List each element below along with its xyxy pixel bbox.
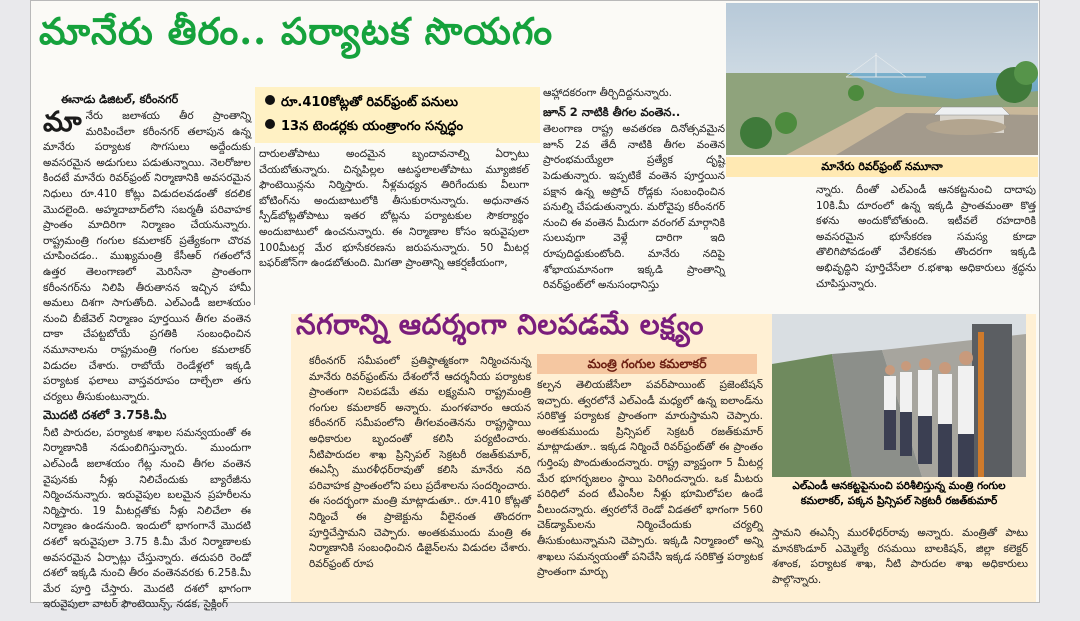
article-column-1 [43,105,251,611]
column-3-paragraph: తెలంగాణ రాష్ట్ర అవతరణ దినోత్సవమైన జూన్ 2వ తేదీ నాటికి తీగల వంతెన ప్రారంభమయ్యేలా ప్రత్యేక దృష్టి పెడుతున్నారు. ఇప్పటికే వంతెన పూర్తయిన పక్షాన ఉన్న అప్రోచ్ రోడ్లకు సంబంధించిన పనుల్ని చేపడుతున్నారు. మరోవైపు కరీంనగర్ నుంచి ఈ వంతెన మీదుగా వరంగల్ మార్గానికి సులువుగా వెళ్లే దారిగా ఇది రూపుదిద్దుకుంటోంది. మానేరు నదిపై శోభాయమానంగా ఇక్కడి ప్రాంతాన్ని రివర్‌ఫ్రంట్‌లో అనుసంధానిస్తు [543,123,725,292]
column-1-paragraph-1: నేరు జలాశయ తీర ప్రాంతాన్ని మరిపించేలా కరీంనగర్ తలాపున ఉన్న మానేరు పర్యాటక సొగసులు అద్దేందుకు అవసరమైన అడుగులు పడుతున్నాయి. నెలరోజుల కిందటే మానేరు రివర్‌ఫ్రంట్ నిర్మాణానికి అవసరమైన నిధులు రూ.410 కోట్లు విడుదలవడంతో కదలిక మొదలైంది. అహ్మదాబాద్‌లోని సబర్మతీ పరివాహక ప్రాంతం మాదిరిగా నిర్మాణం చేయనున్నారు. రాష్ట్రమంత్రి గంగుల కమలాకర్ ప్రత్యేకంగా చొరవ చూపించడం.. ముఖ్యమంత్రి కేసీఆర్ గతంలోనే ఉత్తర తెలంగాణలో మెరిసేనా ప్రాంతంగా కరీంనగర్‌ను నిలిపి తీరుతానన ఇచ్చిన హామీ అమలు దిశగా సాగుతోంది. ఎల్ఎండీ జలాశయం నుంచి బీజేవెల్ నిర్మాణం పూర్తయిన తీగల వంతెన దాకా చేపట్టబోయే ప్రగతికి సంబంధించిన నమూనాలను రాష్ట్రమంత్రి గంగుల కమలాకర్ విడుదల చేశారు. రాబోయే రెండేళ్లలో ఇక్కడి పర్యాటక ఫలాలు వాస్తవరూపం దాల్చేలా తగు చర్యలు తీసుకుంటున్నారు. [43,110,251,403]
sidebar-paragraph-1: కరీంనగర్ సమీపంలో ప్రతిష్ఠాత్మకంగా నిర్మించనున్న మానేరు రివర్‌ఫ్రంట్‌ను దేశంలోనే ఆదర్శనీయ పర్యాటక ప్రాంతంగా నిలపడమే తమ లక్ష్యమని రాష్ట్రమంత్రి గంగుల కమలాకర్ అన్నారు. మంగళవారం ఆయన కరీంనగర్ సమీపంలోని తీగలవంతెనను రాష్ట్రస్థాయి అధికారుల బృందంతో కలిసి పర్యటించారు. నీటిపారుదల శాఖ ప్రిన్సిపల్ సెక్రటరీ రజత్‌కుమార్, ఈఎన్సీ మురళీధర్‌రావుతో కలిసి మానేరు నది పరివాహక ప్రాంతంలోని పలు ప్రదేశాలను సందర్శించారు. ఈ సందర్భంగా మంత్రి మాట్లాడుతూ.. రూ.410 కోట్లతో నిర్మించే ఈ ప్రాజెక్టును వీలైనంత తొందరగా పూర్తిచేస్తామని చెప్పారు. అంతకుముందు మంత్రి ఈ నిర్మాణానికి సంబంధించిన డిజైన్‌లను విడుదల చేశారు. రివర్‌ఫ్రంట్ రూప [309,355,531,570]
bullet-icon [265,119,275,129]
column-4-paragraph: న్నారు. దీంతో ఎల్ఎండీ ఆనకట్టనుంచి దాదాపు 10కి.మీ దూరంలో ఉన్న ఇక్కడి ప్రాంతమంతా కొత్త కళను అందుకోబోతుంది. ఇటీవలే రహదారికి అవసరమైన భూసేకరణ సమస్య కూడా తొలిగిపోవడంతో వేలికనకు తొందరగా ఇక్కడి అభివృద్ధిని పూర్తిచేసేలా ర.భశాఖ అధికారులు శ్రద్ధను చూపిస్తున్నారు. [816,184,1036,290]
sidebar-column-2 [537,378,763,600]
article-column-4 [816,183,1036,305]
secondary-headline: నగరాన్ని ఆదర్శంగా నిలపడమే లక్ష్యం [296,308,704,341]
minister-inspection-photo [772,314,1026,477]
subheading-june-bridge: జూన్ 2 నాటికి తీగల వంతెన.. [543,104,681,119]
sidebar-paragraph-2: కల్పన తెలియజేసేలా పవర్‌పాయింట్ ప్రజెంటేషన్ ఇచ్చారు. త్వరలోనే ఎల్ఎండీ మధ్యలో ఉన్న ఐలాండ్‌ను సరికొత్త పర్యాటక ప్రాంతంగా మారుస్తామని చెప్పారు. అంతకుముందు ప్రిన్సిపల్ సెక్రటరీ రజత్‌కుమార్ మాట్లాడుతూ.. ఇక్కడ నిర్మించే రివర్‌ఫ్రంట్‌తో ఈ ప్రాంతం గుర్తింపు పొందుతుందన్నారు. రాష్ట్ర వ్యాప్తంగా 5 మీటర్ల మేర భూగర్భజలం స్థాయి పెరిగిందన్నారు. ఒక మీటరు పరిధిలో వంద టీఎంసీల నీళ్లు భూమిలోపల ఉండే వీలుందన్నారు. త్వరలోనే రెండో విడతలో భాగంగా 560 చెక్‌డ్యామ్‌లను నిర్మించేందుకు చర్యల్ని తీసుకుంటున్నామని చెప్పారు. ఇక్కడి నిర్మాణంలో అన్ని శాఖలు సమన్వయంతో పనిచేసి ఇక్కడ సరికొత్త పర్యాటక ప్రాంతంగా మార్చు [537,379,763,579]
highlights-box [255,87,540,143]
byline: ఈనాడు డిజిటల్, కరీంనగర్ [61,93,179,106]
subheading-first-phase: మొదటి దశలో 3.75కి.మీ [43,408,167,423]
headline: మానేరు తీరం.. పర్యాటక సొయగం [39,9,554,53]
column-1-paragraph-2: నీటి పారుదల, పర్యాటక శాఖల సమన్వయంతో ఈ నిర్మాణానికి నడుంబిగిస్తున్నారు. ముందుగా ఎల్ఎండీ జలాశయం గేట్ల నుంచి తీగల వంతెన వైపునకు నీళ్లు నిలిచేందుకు బ్యారేజీను నిర్మించనున్నారు. ఇరువైపుల బలమైన ప్రహరీలను నిర్మిస్తారు. 19 మీటర్లతోకు నీళ్లు నిలిచేలా ఈ నిర్మాణం ఉండనుంది. ఇందులో భాగంగానే మొదటి దశలో ఇరువైపులా 3.75 కి.మీ మేర నిర్మాణాలకు అవసరమైన ఏర్పాట్లు చేస్తున్నారు. తదుపరి రెండో దశలో ఇక్కడి నుంచి తీరం వంతెనవరకు 6.25కి.మీ మేర పూర్తి చేస్తారు. మొదటి దశలో భాగంగా ఇరువైపులా వాటర్ ఫౌంటెయిన్స్, నడక, సైక్లింగ్ [43,426,251,611]
minister-label: మంత్రి గంగుల కమలాకర్ [537,354,757,374]
bullet-icon [265,95,275,105]
newspaper-clipping [30,0,1040,611]
highlight-item: 13న టెండర్లకు యంత్రాంగం సన్నద్ధం [265,115,530,139]
column-2-paragraph: దారులతోపాటు అందమైన బృందావనాల్ని ఏర్పాటు చేయబోతున్నారు. చిన్నపిల్లల ఆటస్థలాలతోపాటు మ్యూజికల్ ఫౌంటెయిన్లను నిర్మిస్తారు. నీళ్లమధ్యన తిరిగేందుకు వీలుగా బోటింగ్‌ను అందుబాటులోకి తీసుకురానున్నారు. అధునాతన స్పీడ్‌బోట్లతోపాటు ఇతర బోట్లను పర్యాటకుల సౌకర్యార్థం అందుబాటులో ఉంచనున్నారు. ఈ నిర్మాణాల కోసం ఇరువైపులా 100మీటర్ల మేర భూసేకరణను జరుపనున్నారు. 50 మీటర్ల బఫర్‌జోన్‌గా ఉండబోతుంది. మిగతా ప్రాంతాన్ని ఆకర్షణీయంగా, [259,148,529,270]
column-divider [254,147,255,305]
photo-caption-2: ఎల్ఎండీ ఆనకట్టపైనుంచి పరిశీలిస్తున్న మంత్రి గంగుల కమలాకర్, పక్కన ప్రిన్సిపల్ సెక్రటరీ రజత్‌కుమార్ [792,480,1006,507]
highlight-item: రూ.410కోట్లతో రివర్‌ఫ్రంట్ పనులు [265,91,530,115]
column-3-intro: ఆహ్లాదకరంగా తీర్చిదిద్దనున్నారు. [543,87,672,99]
article-column-2 [259,147,529,305]
riverfront-model-photo [726,3,1038,155]
sidebar-column-1 [309,354,531,600]
sidebar-paragraph-3: స్తామని ఈఎన్సీ మురళీధర్‌రావు అన్నారు. మంత్రితో పాటు మానకొండూర్ ఎమ్మెల్యే రసమయి బాలకిషన్, జిల్లా కలెక్టర్ శశాంక, పర్యాటక శాఖ, నీటి పారుదల శాఖ అధికారులు పాల్గొన్నారు. [772,527,1028,586]
sidebar-column-3 [772,526,1028,602]
drop-cap: మా [43,105,82,138]
article-column-3 [543,86,725,306]
photo-caption: మానేరు రివర్‌ఫ్రంట్ నమూనా [726,157,1038,177]
